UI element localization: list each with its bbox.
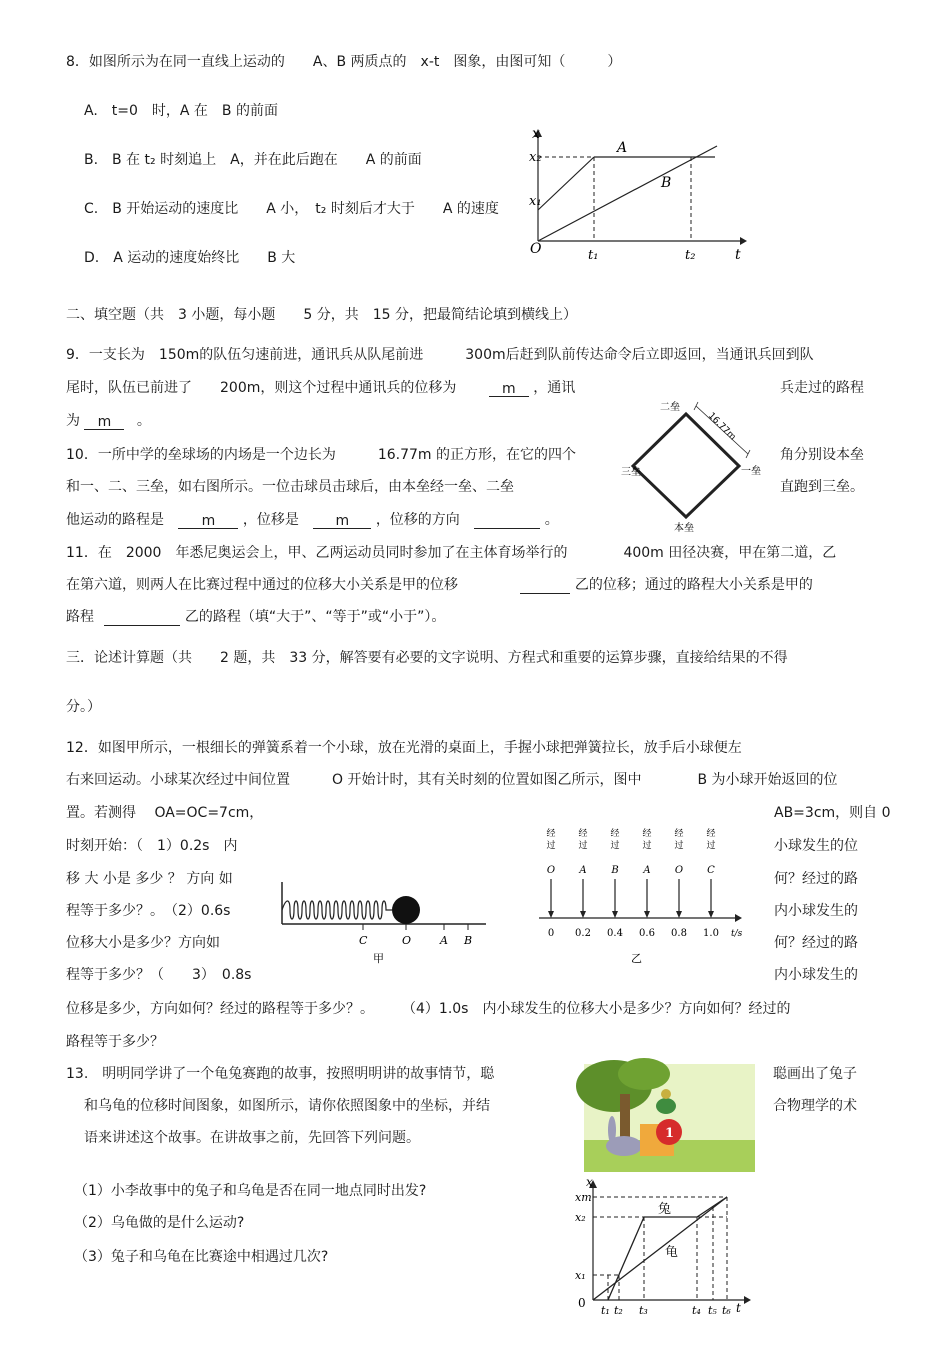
timeline-pass-label: 过	[610, 841, 620, 851]
q8-t1: t₁	[588, 248, 599, 263]
q12-timeline-figure	[535, 826, 755, 971]
q11-blank-path[interactable]	[104, 609, 180, 626]
q12-line6: 程等于多少？。 （2）0.6s	[66, 903, 231, 919]
timeline-arrowhead-3	[644, 911, 650, 918]
q13-line1-tail: 聪画出了兔子	[773, 1066, 857, 1082]
q13-x1: x₁	[575, 1269, 586, 1282]
q9-line3: 为 m 。	[66, 413, 151, 430]
q10-home-plate: 本垒	[674, 523, 694, 534]
q13-t4: t₄	[692, 1304, 701, 1317]
q8-line-a	[538, 157, 594, 210]
timeline-pass-label: 过	[546, 841, 556, 851]
q12-line7: 位移大小是多少？方向如	[66, 935, 220, 951]
q13-t5: t₅	[708, 1304, 717, 1317]
q12-label-a: A	[440, 934, 448, 947]
q8-y-label: x	[532, 126, 540, 142]
q12-label-o: O	[402, 934, 412, 947]
q13-sub3: （3）兔子和乌龟在比赛途中相遇过几次?	[74, 1249, 329, 1265]
q13-origin: 0	[578, 1296, 586, 1310]
q12-line4-tail: 小球发生的位	[774, 838, 858, 854]
q8-line-b	[538, 146, 717, 241]
q11-line1: 11．在 2000 年悉尼奥运会上，甲、乙两运动员同时参加了在主体育场举行的 400m 田径决赛，甲在第二道，乙	[66, 545, 837, 561]
q13-line2: 和乌龟的位移时间图象，如图所示，请你依照图象中的坐标，并结	[84, 1098, 490, 1114]
q12-line5: 移 大 小是 多少 ？ 方向 如	[66, 871, 233, 887]
q10-side-length: 16.77m	[705, 411, 738, 443]
q8-stem: 8．如图所示为在同一直线上运动的 A、B 两质点的 x-t 图象，由图可知（ ）	[66, 54, 622, 70]
timeline-pass-label: 经	[578, 829, 588, 839]
timeline-pass-label: 过	[642, 841, 652, 851]
timeline-pass-label: 经	[642, 829, 652, 839]
timeline-position-0: O	[546, 865, 556, 876]
q12-label-b: B	[464, 934, 473, 947]
timeline-pass-label: 经	[674, 829, 684, 839]
timeline-pass-label: 过	[674, 841, 684, 851]
q9-line2: 尾时，队伍已前进了 200m，则这个过程中通讯兵的位移为 m ，通讯	[66, 380, 576, 397]
q10-line2-tail: 直跑到三垒。	[780, 479, 864, 495]
q12-line8: 程等于多少？（ 3） 0.8s	[66, 967, 252, 983]
q10-baseball-diamond	[612, 392, 772, 532]
q12-caption-jia: 甲	[373, 952, 384, 965]
ball	[392, 896, 420, 924]
q9-line2-tail: 兵走过的路程	[780, 380, 864, 396]
q13-xm: xm	[575, 1191, 592, 1204]
q12-line7-tail: 何？经过的路	[774, 935, 858, 951]
timeline-position-5: C	[707, 865, 715, 876]
timeline-position-4: O	[674, 865, 684, 876]
section-2-heading: 二、填空题（共 3 小题，每小题 5 分，共 15 分，把最简结论填到横线上）	[66, 307, 577, 323]
timeline-pass-label: 经	[706, 829, 716, 839]
q12-line5-tail: 何？经过的路	[774, 871, 858, 887]
q13-y-label: x	[586, 1175, 593, 1189]
q8-label-a: A	[617, 140, 628, 156]
q13-xt-graph	[572, 1176, 757, 1316]
q10-line3: 他运动的路程是 m ，位移是 m ，位移的方向 。	[66, 512, 559, 529]
timeline-arrowhead-5	[708, 911, 714, 918]
q10-first-base: 一垒	[741, 466, 761, 477]
q12-spring-figure	[276, 880, 491, 970]
timeline-position-2: B	[611, 865, 619, 876]
q8-t2: t₂	[685, 248, 696, 263]
q12-line2: 右来回运动。小球某次经过中间位置 O 开始计时，其有关时刻的位置如图乙所示，图中 B 为小球开始返回的位	[66, 772, 838, 788]
timeline-position-1: A	[579, 865, 587, 876]
q10-blank-displacement[interactable]: m	[313, 512, 371, 529]
q13-line1: 13. 明明同学讲了一个龟兔赛跑的故事，按照明明讲的故事情节，聪	[66, 1066, 495, 1082]
timeline-arrowhead-1	[580, 911, 586, 918]
q9-line1: 9．一支长为 150m的队伍匀速前进，通讯兵从队尾前进 300m后赶到队前传达命令后立即返回，当通讯兵回到队	[66, 347, 814, 363]
timeline-arrowhead-2	[612, 911, 618, 918]
timeline-tick-3: 0.6	[639, 928, 655, 939]
q13-rabbit-label: 兔	[658, 1202, 672, 1217]
q10-blank-direction[interactable]	[474, 512, 540, 529]
q13-x2: x₂	[575, 1211, 586, 1224]
q10-line2: 和一、二、三垒，如右图所示。一位击球员击球后，由本垒经一垒、二垒	[66, 479, 514, 495]
q8-origin: O	[530, 241, 542, 257]
q8-label-b: B	[661, 175, 672, 191]
q8-x-label: t	[735, 247, 741, 263]
q9-blank-path[interactable]: m	[84, 413, 124, 430]
q11-line3: 路程 乙的路程（填“大于”、“等于”或“小于”）。	[66, 609, 446, 625]
q8-x2: x₂	[529, 150, 542, 165]
spring	[282, 901, 392, 919]
q13-t6: t₆	[722, 1304, 731, 1317]
q12-label-c: C	[359, 934, 368, 947]
q12-line1: 12．如图甲所示，一根细长的弹簧系着一个小球，放在光滑的桌面上，手握小球把弹簧拉长，放手后小球便左	[66, 740, 742, 756]
q12-line8-tail: 内小球发生的	[774, 967, 858, 983]
q9-blank-displacement[interactable]: m	[489, 380, 529, 397]
q12-line3-tail: AB=3cm，则自 0	[774, 805, 891, 821]
q13-t2: t₂	[614, 1304, 623, 1317]
q13-t3: t₃	[639, 1304, 648, 1317]
q13-sub2: （2）乌龟做的是什么运动?	[74, 1215, 245, 1231]
q8-option-d: D. A 运动的速度始终比 B 大	[84, 250, 296, 266]
q13-x-label: t	[736, 1301, 741, 1315]
q10-line1-tail: 角分别设本垒	[780, 447, 864, 463]
q12-line4: 时刻开始：（ 1）0.2s 内	[66, 838, 238, 854]
q8-option-a: A. t=0 时，A 在 B 的前面	[84, 103, 278, 119]
timeline-pass-label: 过	[706, 841, 716, 851]
q13-line3: 语来讲述这个故事。在讲故事之前，先回答下列问题。	[84, 1130, 420, 1146]
timeline-tick-5: 1.0	[703, 928, 719, 939]
section-3-heading-cont: 分。）	[66, 699, 101, 715]
timeline-unit: t/s	[731, 929, 743, 939]
q13-sign-number: 1	[665, 1126, 675, 1141]
q13-race-picture	[584, 1064, 755, 1172]
q11-line2: 在第六道，则两人在比赛过程中通过的位移大小关系是甲的位移 乙的位移；通过的路程大小关系是甲的	[66, 577, 813, 593]
q10-third-base: 三垒	[621, 467, 641, 478]
q8-x1: x₁	[529, 194, 542, 209]
q12-line3: 置。若测得 OA=OC=7cm，	[66, 805, 264, 821]
q12-line10: 路程等于多少？	[66, 1034, 164, 1050]
q8-option-b: B. B 在 t₂ 时刻追上 A，并在此后跑在 A 的前面	[84, 152, 422, 168]
timeline-tick-1: 0.2	[575, 928, 591, 939]
timeline-pass-label: 经	[546, 829, 556, 839]
q10-line1: 10．一所中学的垒球场的内场是一个边长为 16.77m 的正方形，在它的四个	[66, 447, 576, 463]
q13-sub1: （1）小李故事中的兔子和乌龟是否在同一地点同时出发?	[74, 1183, 427, 1199]
timeline-tick-2: 0.4	[607, 928, 623, 939]
timeline-arrowhead-4	[676, 911, 682, 918]
timeline-position-3: A	[643, 865, 651, 876]
q13-turtle-label: 龟	[665, 1245, 679, 1260]
q12-line9: 位移是多少，方向如何？经过的路程等于多少？。 （4）1.0s 内小球发生的位移大小是多少？方向如何？经过的	[66, 1001, 791, 1017]
q12-line6-tail: 内小球发生的	[774, 903, 858, 919]
timeline-tick-4: 0.8	[671, 928, 687, 939]
section-3-heading: 三．论述计算题（共 2 题，共 33 分，解答要有必要的文字说明、方程式和重要的运算步骤，直接给结果的不得	[66, 650, 788, 666]
q12-caption-yi: 乙	[631, 952, 642, 965]
timeline-arrowhead-0	[548, 911, 554, 918]
turtle-shape	[656, 1098, 676, 1114]
timeline-tick-0: 0	[547, 928, 555, 939]
q10-second-base: 二垒	[660, 402, 680, 413]
q8-xt-graph	[525, 125, 755, 265]
timeline-axis-arrow	[735, 914, 742, 922]
q11-blank-displacement[interactable]	[520, 577, 570, 594]
q13-line2-tail: 合物理学的术	[773, 1098, 857, 1114]
q8-option-c: C. B 开始运动的速度比 A 小， t₂ 时刻后才大于 A 的速度	[84, 201, 499, 217]
timeline-pass-label: 经	[610, 829, 620, 839]
q10-blank-path[interactable]: m	[178, 512, 238, 529]
q13-t1: t₁	[601, 1304, 610, 1317]
timeline-pass-label: 过	[578, 841, 588, 851]
